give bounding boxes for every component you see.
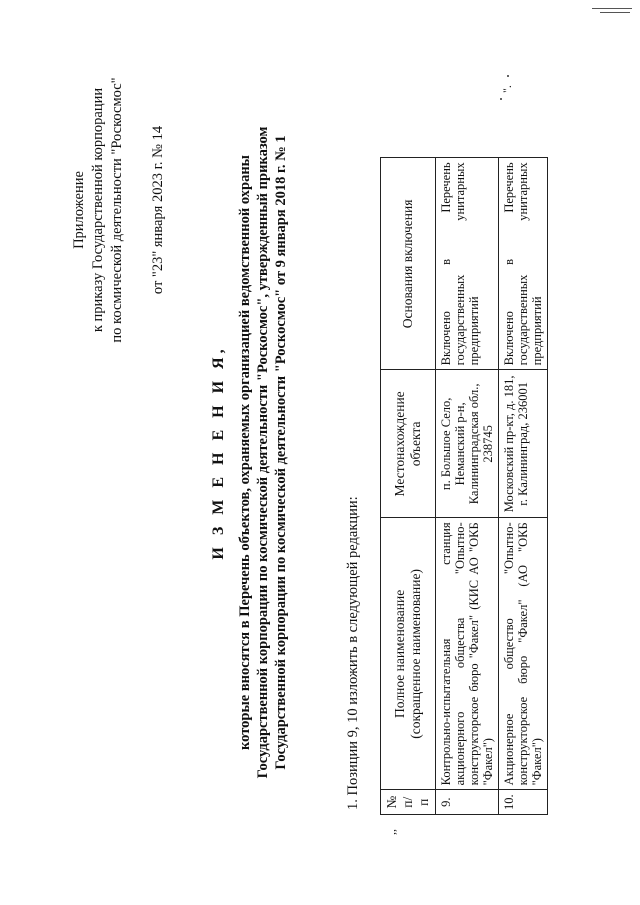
positions-table: [380, 157, 548, 815]
title-sub-line1: которые вносятся в Перечень объектов, охраняемых организацией ведомственной охраны: [237, 155, 253, 750]
header-basis: Основания включения: [381, 158, 436, 370]
cell-name: Контрольно-испытательная станция акционерного общества "Опытно-конструкторское бюро "Факел" (КИС АО "ОКБ "Факел"): [436, 518, 499, 790]
table-row: [436, 158, 499, 815]
header-num: № п/п: [381, 790, 436, 815]
title-main: И З М Е Н Е Н И Я,: [210, 345, 227, 560]
intro-paragraph: 1. Позиции 9, 10 изложить в следующей редакции:: [345, 496, 361, 810]
cell-num: 10.: [499, 790, 548, 815]
cell-location: Московский пр-кт, д. 181, г. Калининград, 236001: [499, 370, 548, 518]
cell-basis: Включено в Перечень государственных унитарных предприятий: [499, 158, 548, 370]
appendix-label: Приложение: [71, 171, 87, 249]
title-sub-line2: Государственной корпорации по космической деятельности "Роскосмос", утвержденный приказом: [255, 126, 271, 779]
header-location: Местонахождение объекта: [381, 370, 436, 518]
appendix-order-line2: по космической деятельности "Роскосмос": [109, 77, 125, 343]
appendix-header: [70, 30, 168, 390]
appendix-date: от "23" января 2023 г. № 14: [150, 125, 166, 295]
table-row: [499, 158, 548, 815]
scan-mark: ,,: [384, 829, 398, 835]
table-header-row: [381, 158, 436, 815]
header-name: Полное наименование (сокращенное наименование): [381, 518, 436, 790]
document-title: [210, 60, 290, 845]
appendix-order-line1: к приказу Государственной корпорации: [90, 87, 106, 333]
cell-basis: Включено в Перечень государственных унитарных предприятий: [436, 158, 499, 370]
cell-location: п. Большое Село, Неманский р-н, Калининградская обл., 238745: [436, 370, 499, 518]
title-sub-line3: Государственной корпорации по космической деятельности "Роскосмос" от 9 января 2018 г. № 1: [273, 135, 289, 770]
cell-num: 9.: [436, 790, 499, 815]
cell-name: Акционерное общество "Опытно-конструкторское бюро "Факел" (АО "ОКБ "Факел"): [499, 518, 548, 790]
scan-mark: ".: [500, 85, 514, 93]
